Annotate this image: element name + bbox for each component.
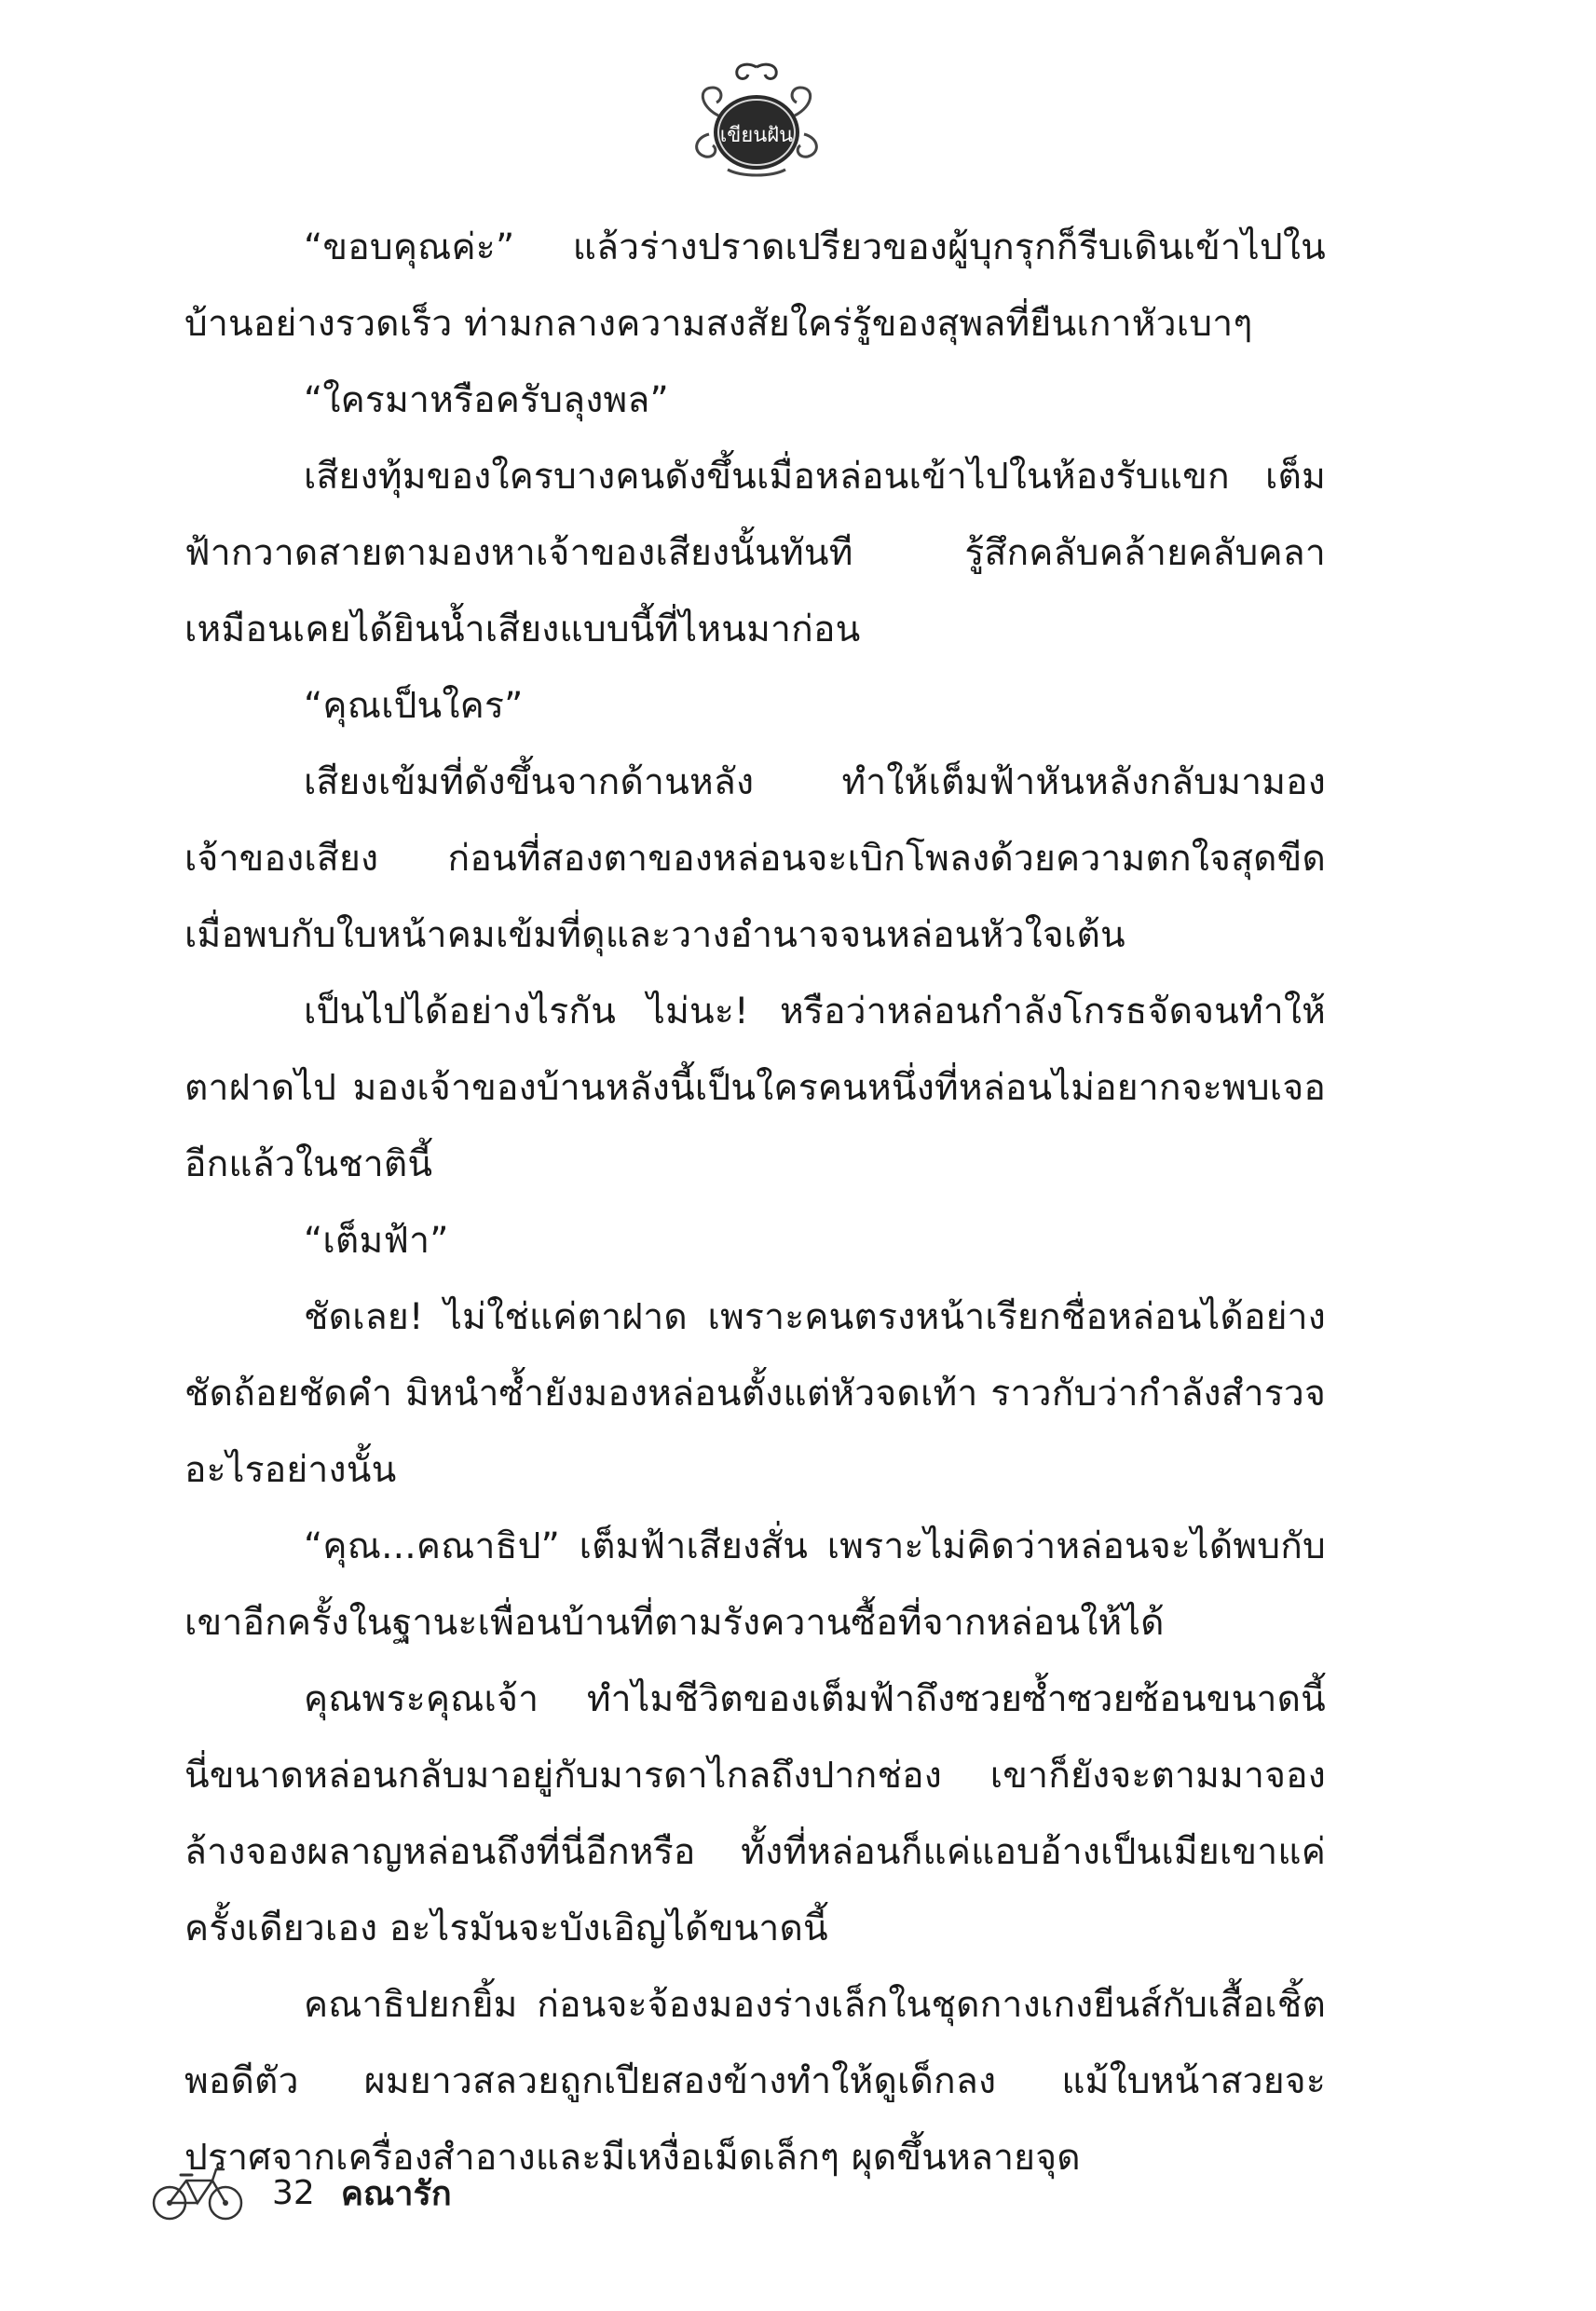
book-title: คณารัก	[340, 2174, 452, 2213]
body-text	[184, 210, 1326, 2179]
paragraph: ชัดเลย! ไม่ใช่แค่ตาฝาด เพราะคนตรงหน้าเรียกชื่อหล่อนได้อย่างชัดถ้อยชัดคำ มิหนำซ้ำยังมองหล่อนตั้งแต่หัวจดเท้า ราวกับว่ากำลังสำรวจอะไรอย่างนั้น	[184, 1296, 1326, 1491]
paragraph: เสียงเข้มที่ดังขึ้นจากด้านหลัง ทำให้เต็มฟ้าหันหลังกลับมามองเจ้าของเสียง ก่อนที่สองตาของหล่อนจะเบิกโพลงด้วยความตกใจสุดขีดเมื่อพบกับใบหน้าคมเข้มที่ดุและวางอำนาจจนหล่อนหัวใจเต้น	[184, 761, 1326, 956]
bicycle-icon	[151, 2164, 244, 2222]
paragraph: “ใครมาหรือครับลุงพล”	[304, 379, 669, 421]
ornamental-publisher-logo-icon	[690, 60, 823, 181]
paragraph: “ขอบคุณค่ะ” แล้วร่างปราดเปรียวของผู้บุกรุกก็รีบเดินเข้าไปในบ้านอย่างรวดเร็ว ท่ามกลางความสงสัยใคร่รู้ของสุพลที่ยืนเกาหัวเบาๆ	[184, 226, 1326, 345]
logo-text: เขียนฝัน	[719, 124, 794, 147]
page-number: 32	[272, 2173, 315, 2212]
paragraph: เป็นไปได้อย่างไรกัน ไม่นะ! หรือว่าหล่อนกำลังโกรธจัดจนทำให้ตาฝาดไป มองเจ้าของบ้านหลังนี้เป็นใครคนหนึ่งที่หล่อนไม่อยากจะพบเจออีกแล้วในชาตินี้	[184, 991, 1326, 1185]
paragraph: “คุณ...คณาธิป” เต็มฟ้าเสียงสั่น เพราะไม่คิดว่าหล่อนจะได้พบกับเขาอีกครั้งในฐานะเพื่อนบ้านที่ตามรังควานซื้อที่จากหล่อนให้ได้	[184, 1525, 1326, 1644]
paragraph: คณาธิปยกยิ้ม ก่อนจะจ้องมองร่างเล็กในชุดกางเกงยีนส์กับเสื้อเชิ้ตพอดีตัว ผมยาวสลวยถูกเปียสองข้างทำให้ดูเด็กลง แม้ใบหน้าสวยจะปราศจากเครื่องสำอางและมีเหงื่อเม็ดเล็กๆ ผุดขึ้นหลายจุด	[184, 1984, 1326, 2179]
page-footer	[151, 2160, 710, 2225]
paragraph: “คุณเป็นใคร”	[304, 685, 524, 727]
paragraph: เสียงทุ้มของใครบางคนดังขึ้นเมื่อหล่อนเข้าไปในห้องรับแขก เต็มฟ้ากวาดสายตามองหาเจ้าของเสียงนั้นทันที รู้สึกคลับคล้ายคลับคลาเหมือนเคยได้ยินน้ำเสียงแบบนี้ที่ไหนมาก่อน	[184, 456, 1326, 650]
paragraph: คุณพระคุณเจ้า ทำไมชีวิตของเต็มฟ้าถึงซวยซ้ำซวยซ้อนขนาดนี้ นี่ขนาดหล่อนกลับมาอยู่กับมารดาไกลถึงปากช่อง เขาก็ยังจะตามมาจองล้างจองผลาญหล่อนถึงที่นี่อีกหรือ ทั้งที่หล่อนก็แค่แอบอ้างเป็นเมียเขาแค่ครั้งเดียวเอง อะไรมันจะบังเอิญได้ขนาดนี้	[184, 1678, 1326, 1949]
paragraph: “เต็มฟ้า”	[304, 1220, 449, 1262]
